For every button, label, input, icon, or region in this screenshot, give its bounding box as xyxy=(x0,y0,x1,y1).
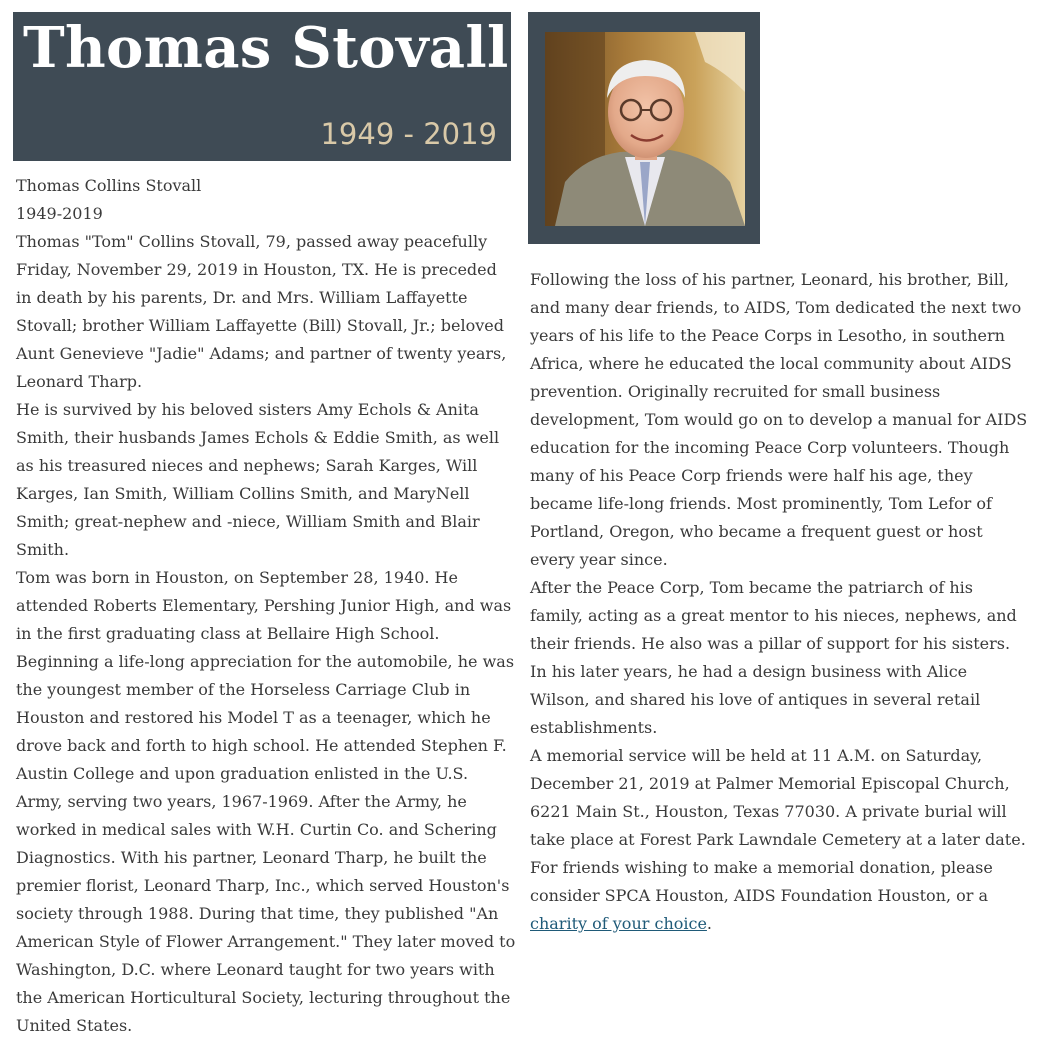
obituary-paragraph: Following the loss of his partner, Leonard, his brother, Bill, and many dear friends, to AIDS, Tom dedicated the next two years of his life to the Peace Corps in Lesotho, in southern Africa, where he educated the local community about AIDS prevention. Originally recruited for small business development, Tom would go on to develop a manual for AIDS education for the incoming Peace Corp volunteers. Though many of his Peace Corp friends were half his age, they became life-long friends. Most prominently, Tom Lefor of Portland, Oregon, who became a frequent guest or host every year since. xyxy=(530,270,1028,569)
obituary-right-column xyxy=(530,266,1030,938)
obituary-paragraph: After the Peace Corp, Tom became the patriarch of his family, acting as a great mentor to his nieces, nephews, and their friends. He also was a pillar of support for his sisters. In his later years, he had a design business with Alice Wilson, and shared his love of antiques in several retail establishments. xyxy=(530,578,1017,737)
obituary-paragraph: Thomas "Tom" Collins Stovall, 79, passed away peacefully Friday, November 29, 2019 in Houston, TX. He is preceded in death by his parents, Dr. and Mrs. William Laffayette Stovall; brother William Laffayette (Bill) Stovall, Jr.; beloved Aunt Genevieve "Jadie" Adams; and partner of twenty years, Leonard Tharp. xyxy=(16,232,507,391)
obituary-left-column xyxy=(16,172,516,1040)
full-name-line: Thomas Collins Stovall xyxy=(16,176,202,195)
life-years: 1949 - 2019 xyxy=(320,117,497,151)
years-line: 1949-2019 xyxy=(16,204,103,223)
obituary-paragraph: A memorial service will be held at 11 A.M. on Saturday, December 21, 2019 at Palmer Memorial Episcopal Church, 6221 Main St., Houston, Texas 77030. A private burial will take place at Forest Park Lawndale Cemetery at a later date. xyxy=(530,746,1026,849)
obituary-paragraph: He is survived by his beloved sisters Amy Echols & Anita Smith, their husbands James Echols & Eddie Smith, as well as his treasured nieces and nephews; Sarah Karges, Will Karges, Ian Smith, William Collins Smith, and MaryNell Smith; great-nephew and -niece, William Smith and Blair Smith. xyxy=(16,400,500,559)
obituary-paragraph: Tom was born in Houston, on September 28, 1940. He attended Roberts Elementary, Pershing Junior High, and was in the first graduating class at Bellaire High School. Beginning a life-long appreciation for the automobile, he was the youngest member of the Horseless Carriage Club in Houston and restored his Model T as a teenager, which he drove back and forth to high school. He attended Stephen F. Austin College and upon graduation enlisted in the U.S. Army, serving two years, 1967-1969. After the Army, he worked in medical sales with W.H. Curtin Co. and Schering Diagnostics. With his partner, Leonard Tharp, he built the premier florist, Leonard Tharp, Inc., which served Houston's society through 1988. During that time, they published "An American Style of Flower Arrangement." They later moved to Washington, D.C. where Leonard taught for two years with the American Horticultural Society, lecturing throughout the United States. xyxy=(16,568,516,1035)
donation-text: For friends wishing to make a memorial donation, please consider SPCA Houston, AIDS Foundation Houston, or a xyxy=(530,858,993,905)
portrait-photo xyxy=(545,32,745,226)
charity-link[interactable]: charity of your choice xyxy=(530,914,707,933)
portrait-frame xyxy=(528,12,760,244)
donation-period: . xyxy=(706,914,713,933)
deceased-name: Thomas Stovall xyxy=(23,15,509,81)
name-header xyxy=(13,12,511,161)
donation-paragraph xyxy=(530,854,1030,938)
